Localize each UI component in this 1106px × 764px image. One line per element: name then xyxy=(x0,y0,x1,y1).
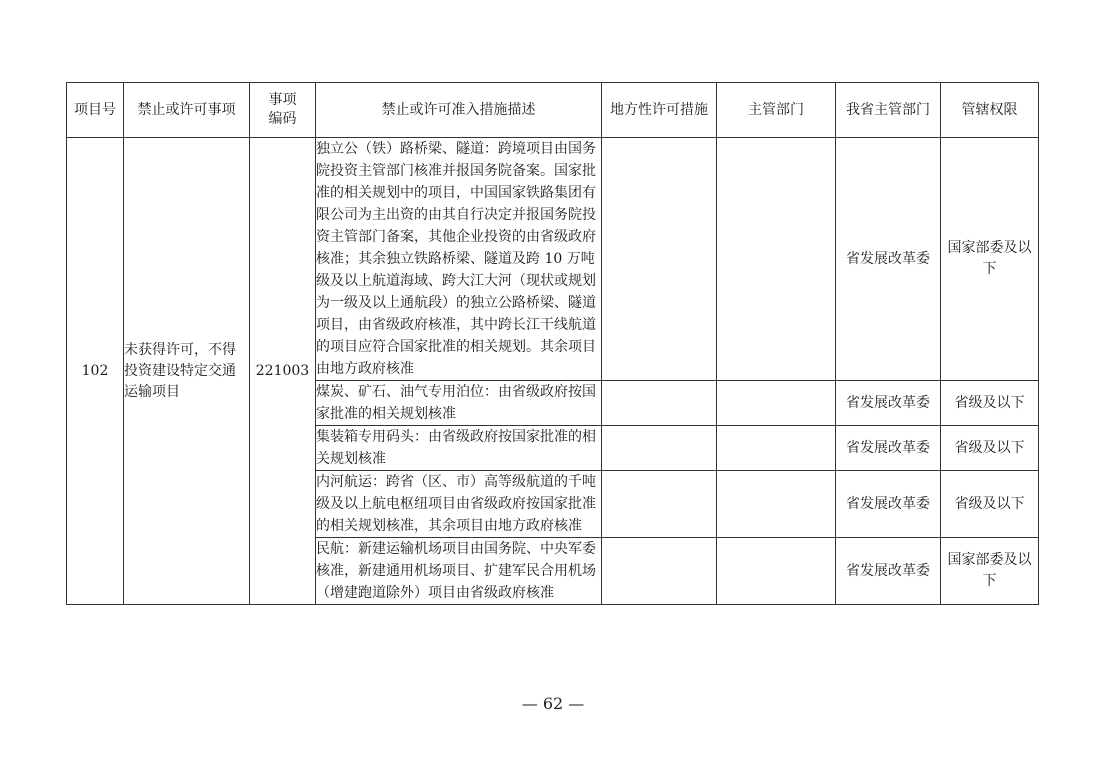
province-dept-cell: 省发展改革委 xyxy=(836,538,941,605)
dept-cell xyxy=(717,471,836,538)
description-cell: 独立公（铁）路桥梁、隧道：跨境项目由国务院投资主管部门核准并报国务院备案。国家批准的相关规划中的项目，中国国家铁路集团有限公司为主出资的由其自行决定并报国务院投资主管部门备案，其他企业投资的由省级政府核准；其余独立铁路桥梁、隧道及跨 10 万吨级及以上航道海域、跨大江大河（现状或规划为一级及以上通航段）的独立公路桥梁、隧道项目，由省级政府核准，其中跨长江干线航道的项目应符合国家批准的相关规划。其余项目由地方政府核准 xyxy=(316,138,602,381)
header-project-no: 项目号 xyxy=(67,83,124,138)
header-province-dept: 我省主管部门 xyxy=(836,83,941,138)
province-dept-cell: 省发展改革委 xyxy=(836,426,941,471)
permit-table xyxy=(66,82,1039,605)
local-measure-cell xyxy=(602,426,717,471)
header-row xyxy=(67,83,1039,138)
table-row xyxy=(67,138,1039,381)
dept-cell xyxy=(717,538,836,605)
header-code xyxy=(250,83,316,138)
dept-cell xyxy=(717,138,836,381)
jurisdiction-cell: 国家部委及以下 xyxy=(941,138,1039,381)
header-item: 禁止或许可事项 xyxy=(124,83,250,138)
jurisdiction-cell: 国家部委及以下 xyxy=(941,538,1039,605)
local-measure-cell xyxy=(602,138,717,381)
description-cell: 煤炭、矿石、油气专用泊位：由省级政府按国家批准的相关规划核准 xyxy=(316,381,602,426)
header-jurisdiction: 管辖权限 xyxy=(941,83,1039,138)
header-code-line1: 事项 xyxy=(268,92,297,108)
page-number: — 62 — xyxy=(521,694,585,713)
header-code-line2: 编码 xyxy=(268,111,297,127)
header-dept: 主管部门 xyxy=(717,83,836,138)
header-description: 禁止或许可准入措施描述 xyxy=(316,83,602,138)
dept-cell xyxy=(717,381,836,426)
province-dept-cell: 省发展改革委 xyxy=(836,381,941,426)
province-dept-cell: 省发展改革委 xyxy=(836,471,941,538)
local-measure-cell xyxy=(602,538,717,605)
description-cell: 民航：新建运输机场项目由国务院、中央军委核准，新建通用机场项目、扩建军民合用机场（增建跑道除外）项目由省级政府核准 xyxy=(316,538,602,605)
jurisdiction-cell: 省级及以下 xyxy=(941,426,1039,471)
jurisdiction-cell: 省级及以下 xyxy=(941,471,1039,538)
item-cell: 未获得许可，不得投资建设特定交通运输项目 xyxy=(124,138,250,605)
code-cell: 221003 xyxy=(250,138,316,605)
province-dept-cell: 省发展改革委 xyxy=(836,138,941,381)
header-local-measure: 地方性许可措施 xyxy=(602,83,717,138)
local-measure-cell xyxy=(602,381,717,426)
description-cell: 集装箱专用码头：由省级政府按国家批准的相关规划核准 xyxy=(316,426,602,471)
project-number-cell: 102 xyxy=(67,138,124,605)
dept-cell xyxy=(717,426,836,471)
jurisdiction-cell: 省级及以下 xyxy=(941,381,1039,426)
local-measure-cell xyxy=(602,471,717,538)
description-cell: 内河航运：跨省（区、市）高等级航道的千吨级及以上航电枢纽项目由省级政府按国家批准的相关规划核准，其余项目由地方政府核准 xyxy=(316,471,602,538)
